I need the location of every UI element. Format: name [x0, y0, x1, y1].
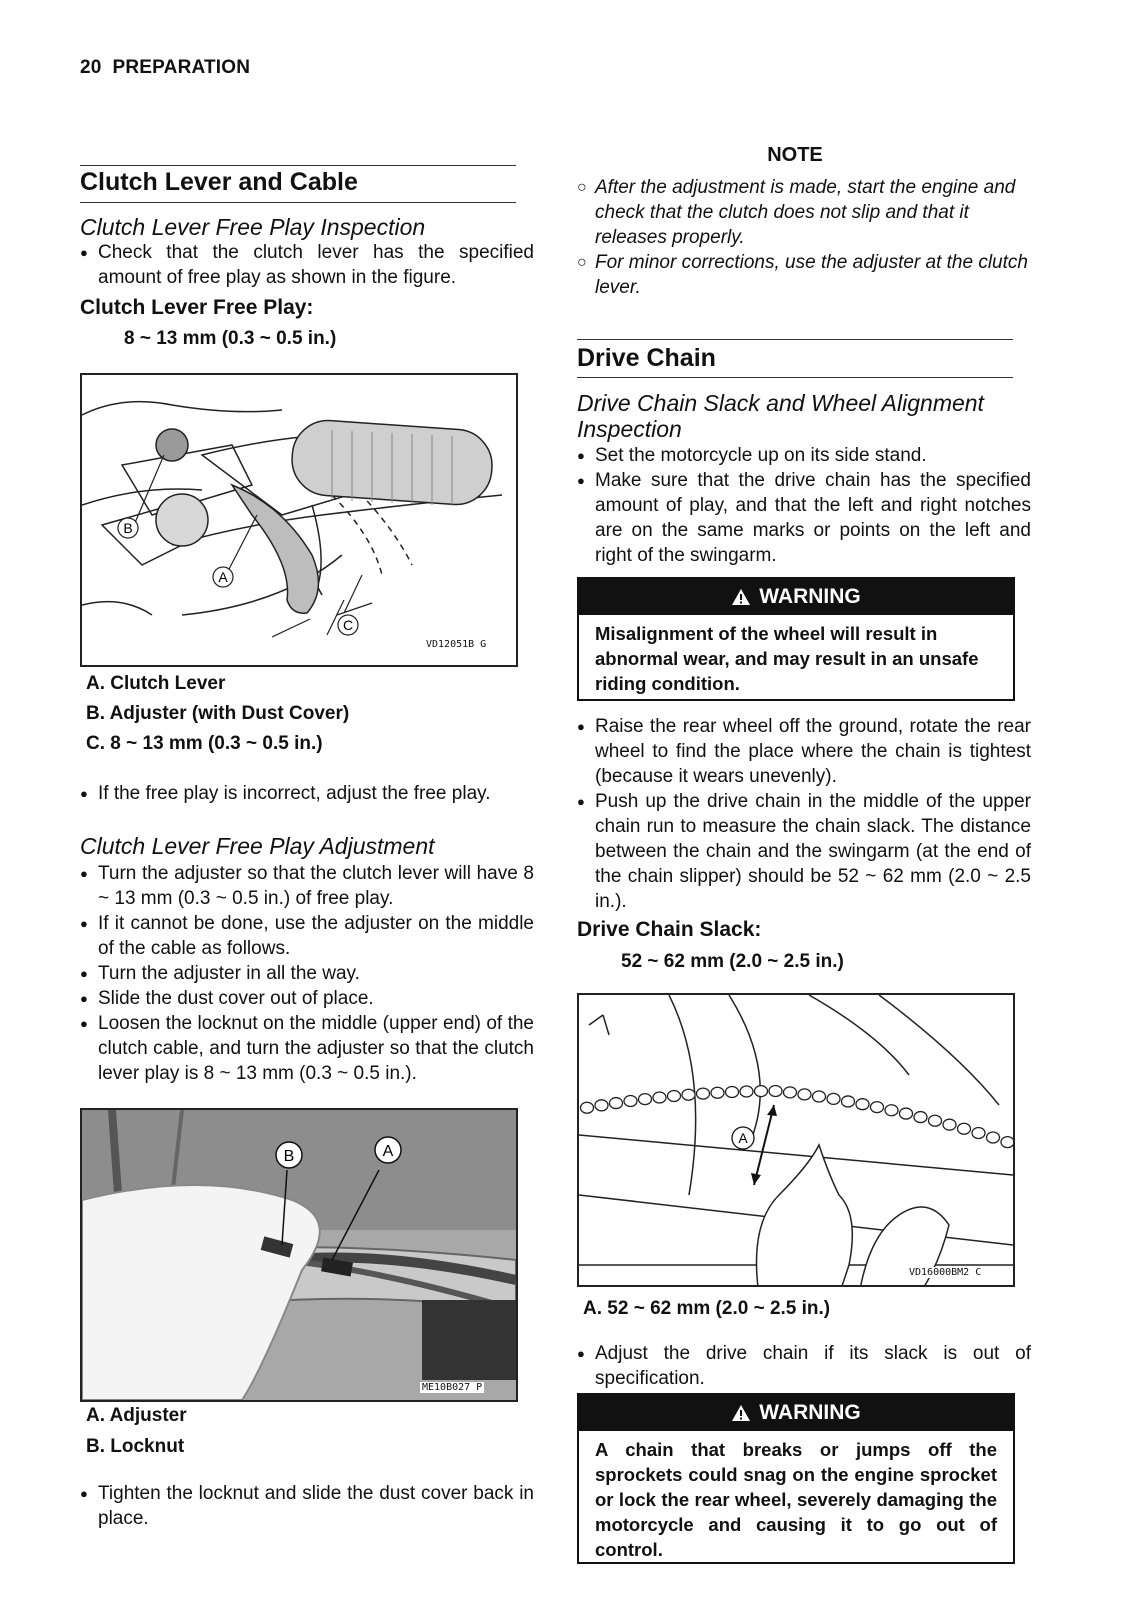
chain-link — [740, 1086, 753, 1097]
warning-header-1 — [579, 579, 1013, 615]
chain-link — [972, 1128, 985, 1139]
fig1-label-b: B — [123, 520, 133, 536]
figure-drive-chain — [577, 993, 1015, 1287]
figure-code-2: ME10B027 P — [422, 1382, 483, 1393]
fig2-label-b: B — [283, 1148, 295, 1165]
warning-box-1 — [577, 577, 1015, 701]
chain-link — [827, 1093, 840, 1104]
chain-link — [668, 1091, 681, 1102]
bullet-check-free-play: ● Check that the clutch lever has the specified amount of free play as shown in the figure. — [80, 240, 534, 290]
note-title: NOTE — [767, 144, 823, 166]
fig1-caption-a: A. Clutch Lever — [86, 673, 226, 694]
adjuster-photo-illustration — [82, 1110, 516, 1400]
chain-link — [784, 1087, 797, 1098]
subtitle-inspection: Clutch Lever Free Play Inspection — [80, 214, 426, 240]
chain-link — [871, 1102, 884, 1113]
bullet-adjust-3: ● Turn the adjuster in all the way. — [80, 961, 534, 986]
warning-box-2 — [577, 1393, 1015, 1564]
chain-link — [653, 1092, 666, 1103]
figure-code-1: VD12051B G — [426, 639, 487, 650]
chain-link — [639, 1094, 652, 1105]
warning-title-1: WARNING — [759, 585, 861, 608]
chain-link — [885, 1105, 898, 1116]
chain-link — [624, 1096, 637, 1107]
fig3-caption: A. 52 ~ 62 mm (2.0 ~ 2.5 in.) — [583, 1298, 831, 1319]
page-header — [80, 57, 250, 79]
bullet-if-incorrect: ● If the free play is incorrect, adjust the free play. — [80, 781, 534, 806]
section-title-clutch: Clutch Lever and Cable — [80, 168, 358, 196]
warning-text-2: A chain that breaks or jumps off the sprockets could snag on the engine sprocket or lock the rear wheel, severely damaging the motorcycle and causing it to go out of control. — [595, 1439, 997, 1560]
spec-value-chain: 52 ~ 62 mm (2.0 ~ 2.5 in.) — [621, 951, 844, 972]
fig2-caption-b: B. Locknut — [86, 1436, 185, 1457]
chain-link — [987, 1132, 1000, 1143]
figure-adjuster-photo — [80, 1108, 518, 1402]
chain-link — [929, 1115, 942, 1126]
warning-header-2 — [579, 1395, 1013, 1431]
figure-clutch-lever — [80, 373, 518, 667]
fig1-label-a: A — [218, 569, 228, 585]
chain-link — [581, 1102, 594, 1113]
chain-link — [697, 1088, 710, 1099]
chain-title-rule-top — [577, 339, 1013, 340]
note-item-2: ○ For minor corrections, use the adjuster at the clutch lever. — [577, 250, 1031, 300]
chain-link — [842, 1096, 855, 1107]
subtitle-adjustment: Clutch Lever Free Play Adjustment — [80, 833, 435, 859]
warning-title-2: WARNING — [759, 1401, 861, 1424]
chain-link — [856, 1099, 869, 1110]
chain-link — [755, 1086, 768, 1097]
chain-link — [813, 1091, 826, 1102]
warning-text-1: Misalignment of the wheel will result in abnormal wear, and may result in an unsafe riding condition. — [595, 623, 979, 694]
title-rule-bottom — [80, 202, 516, 203]
chain-link — [682, 1089, 695, 1100]
chain-link — [726, 1087, 739, 1098]
fig1-caption-c: C. 8 ~ 13 mm (0.3 ~ 0.5 in.) — [86, 733, 323, 754]
warning-triangle-icon — [731, 588, 751, 606]
chain-link — [595, 1100, 608, 1111]
chain-link — [958, 1123, 971, 1134]
chain-link — [769, 1086, 782, 1097]
chain-link — [943, 1119, 956, 1130]
fig3-label-a: A — [738, 1130, 748, 1146]
warning-triangle-icon — [731, 1404, 751, 1422]
chain-link — [900, 1108, 913, 1119]
drive-chain-illustration — [579, 995, 1013, 1285]
chain-links — [581, 1086, 1014, 1148]
bullet-tighten: ● Tighten the locknut and slide the dust cover back in place. — [80, 1481, 534, 1531]
chain-bullet-2: ● Make sure that the drive chain has the specified amount of play, and that the left and right notches are on the same marks or points on the left and right of the swingarm. — [577, 468, 1031, 568]
chain-link — [610, 1098, 623, 1109]
section-title-chain: Drive Chain — [577, 344, 716, 372]
chain-bullet-1: ● Set the motorcycle up on its side stand. — [577, 443, 1031, 468]
title-rule-top — [80, 165, 516, 166]
clutch-lever-illustration — [82, 375, 516, 665]
fig1-caption-b: B. Adjuster (with Dust Cover) — [86, 703, 350, 724]
subtitle-chain-text: Drive Chain Slack and Wheel Alignment Inspection — [577, 390, 984, 442]
page-number: 20 — [80, 57, 102, 78]
fig2-label-a: A — [382, 1143, 394, 1160]
chain-bullet-4: ● Push up the drive chain in the middle of the upper chain run to measure the chain slack. The distance between the chain and the swingarm (at the end of the chain slipper) should be 52 ~ 62 mm (2.0 ~ 2.5 in.). — [577, 789, 1031, 914]
chain-title-rule-bottom — [577, 377, 1013, 378]
chain-link — [711, 1087, 724, 1098]
fig2-caption-a: A. Adjuster — [86, 1405, 187, 1426]
spec-label-clutch: Clutch Lever Free Play: — [80, 296, 314, 319]
chain-bullet-3: ● Raise the rear wheel off the ground, rotate the rear wheel to find the place where the chain is tightest (because it wears unevenly). — [577, 714, 1031, 789]
chain-link — [914, 1112, 927, 1123]
spec-value-clutch: 8 ~ 13 mm (0.3 ~ 0.5 in.) — [124, 328, 337, 349]
section-name: PREPARATION — [112, 57, 251, 78]
bullet-adjust-2: ● If it cannot be done, use the adjuster on the middle of the cable as follows. — [80, 911, 534, 961]
subtitle-chain-inspection — [577, 390, 1013, 442]
fig1-label-c: C — [342, 617, 354, 633]
note-item-1: ○ After the adjustment is made, start the engine and check that the clutch does not slip and that it releases properly. — [577, 175, 1031, 250]
chain-link — [1001, 1137, 1013, 1148]
bullet-adjust-4: ● Slide the dust cover out of place. — [80, 986, 534, 1011]
spec-label-chain: Drive Chain Slack: — [577, 918, 762, 941]
figure-code-3: VD16000BM2 C — [909, 1267, 982, 1278]
chain-link — [798, 1089, 811, 1100]
bullet-adjust-5: ● Loosen the locknut on the middle (upper end) of the clutch cable, and turn the adjuster so that the clutch lever play is 8 ~ 13 mm (0.3 ~ 0.5 in.). — [80, 1011, 534, 1086]
chain-bullet-adjust: ● Adjust the drive chain if its slack is out of specification. — [577, 1341, 1031, 1391]
bullet-adjust-1: ● Turn the adjuster so that the clutch lever will have 8 ~ 13 mm (0.3 ~ 0.5 in.) of free play. — [80, 861, 534, 911]
